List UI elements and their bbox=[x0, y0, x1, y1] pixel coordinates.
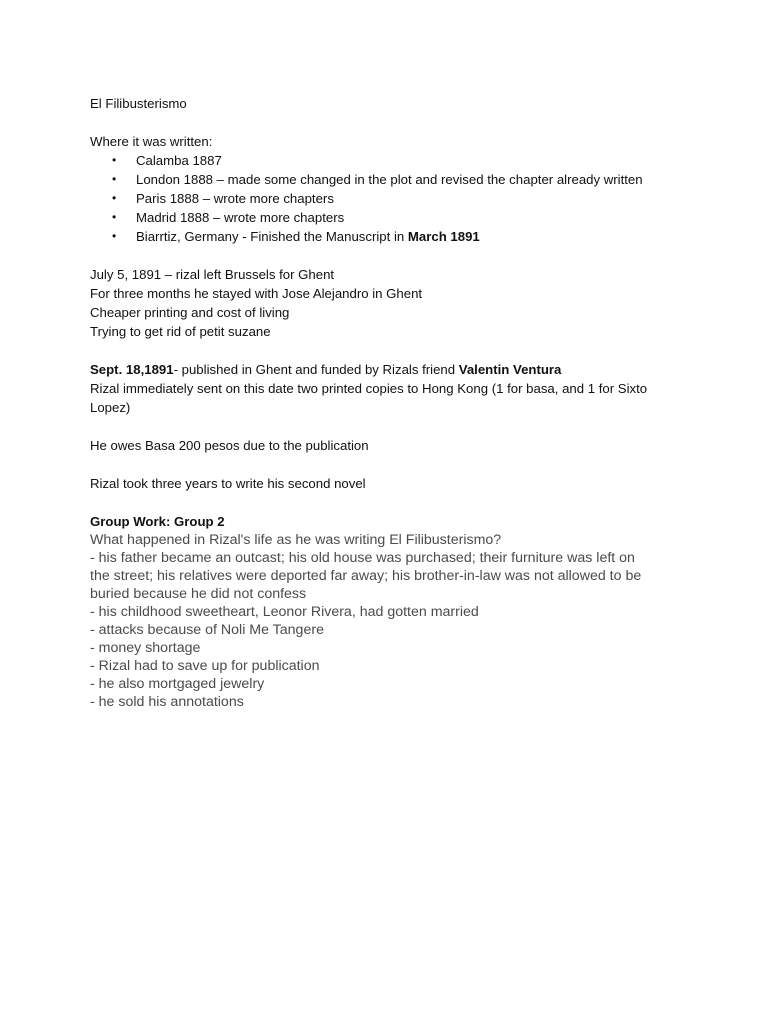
ghent-line: Trying to get rid of petit suzane bbox=[90, 324, 271, 339]
answer-line: - he also mortgaged jewelry bbox=[90, 676, 265, 692]
answer-line: - attacks because of Noli Me Tangere bbox=[90, 622, 324, 638]
publication-date: Sept. 18,1891 bbox=[90, 362, 174, 377]
document-body bbox=[90, 94, 690, 711]
group-work-answers bbox=[90, 531, 690, 711]
bullet-icon: • bbox=[112, 210, 117, 224]
spacer bbox=[90, 113, 690, 132]
list-item: • Biarrtiz, Germany - Finished the Manuscript in March 1891 bbox=[112, 229, 480, 244]
document-title: El Filibusterismo bbox=[90, 96, 187, 111]
spacer bbox=[90, 246, 690, 265]
answer-line: - Rizal had to save up for publication bbox=[90, 658, 320, 674]
bullet-icon: • bbox=[112, 191, 117, 205]
spacer bbox=[90, 493, 690, 512]
places-list bbox=[90, 151, 690, 246]
list-item: • Madrid 1888 – wrote more chapters bbox=[112, 210, 345, 225]
spacer bbox=[90, 417, 690, 436]
ghent-line: For three months he stayed with Jose Alejandro in Ghent bbox=[90, 286, 423, 301]
publication-line: Sept. 18,1891- published in Ghent and funded by Rizals friend Valentin Ventura bbox=[90, 362, 562, 377]
answer-line: - his childhood sweetheart, Leonor Rivera, had gotten married bbox=[90, 604, 479, 620]
ghent-line: Cheaper printing and cost of living bbox=[90, 305, 290, 320]
group-work-question: What happened in Rizal's life as he was writing El Filibusterismo? bbox=[90, 532, 502, 548]
list-item: • Paris 1888 – wrote more chapters bbox=[112, 191, 334, 206]
answer-line: buried because he did not confess bbox=[90, 586, 307, 602]
debt-line: He owes Basa 200 pesos due to the publication bbox=[90, 438, 369, 453]
list-item: • Calamba 1887 bbox=[112, 153, 222, 168]
answer-line: the street; his relatives were deported far away; his brother-in-law was not allowed to be bbox=[90, 568, 642, 584]
spacer bbox=[90, 341, 690, 360]
group-work-heading: Group Work: Group 2 bbox=[90, 514, 225, 529]
bullet-icon: • bbox=[112, 229, 117, 243]
answer-line: - he sold his annotations bbox=[90, 694, 244, 710]
list-item: • London 1888 – made some changed in the plot and revised the chapter already written bbox=[112, 172, 643, 187]
years-line: Rizal took three years to write his second novel bbox=[90, 476, 366, 491]
answer-line: - money shortage bbox=[90, 640, 201, 656]
copies-line: Rizal immediately sent on this date two printed copies to Hong Kong (1 for basa, and 1 for Sixto bbox=[90, 381, 648, 396]
spacer bbox=[90, 455, 690, 474]
where-heading: Where it was written: bbox=[90, 134, 213, 149]
funder-name: Valentin Ventura bbox=[458, 362, 562, 377]
copies-line: Lopez) bbox=[90, 400, 131, 415]
bullet-icon: • bbox=[112, 153, 117, 167]
ghent-line: July 5, 1891 – rizal left Brussels for Ghent bbox=[90, 267, 335, 282]
bullet-icon: • bbox=[112, 172, 117, 186]
answer-line: - his father became an outcast; his old house was purchased; their furniture was left on bbox=[90, 550, 635, 566]
